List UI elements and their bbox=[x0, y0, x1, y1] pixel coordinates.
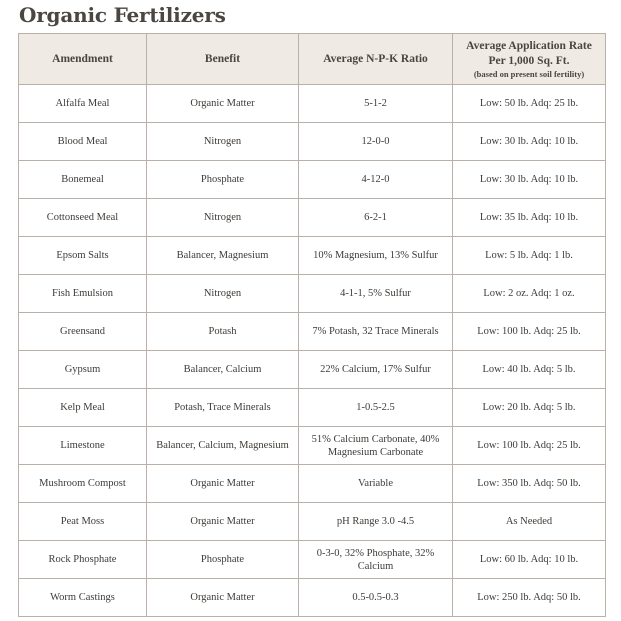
cell-ratio: 22% Calcium, 17% Sulfur bbox=[299, 351, 453, 389]
cell-ratio: 4-1-1, 5% Sulfur bbox=[299, 275, 453, 313]
cell-rate: Low: 250 lb. Adq: 50 lb. bbox=[453, 579, 606, 617]
cell-benefit: Balancer, Calcium, Magnesium bbox=[147, 427, 299, 465]
table-row bbox=[19, 503, 606, 541]
cell-amendment: Worm Castings bbox=[19, 579, 147, 617]
cell-rate: Low: 100 lb. Adq: 25 lb. bbox=[453, 427, 606, 465]
fertilizer-table bbox=[18, 33, 606, 617]
table-row bbox=[19, 199, 606, 237]
cell-benefit: Phosphate bbox=[147, 541, 299, 579]
page-title: Organic Fertilizers bbox=[19, 3, 226, 27]
table-row bbox=[19, 123, 606, 161]
table-row bbox=[19, 427, 606, 465]
table-row bbox=[19, 237, 606, 275]
cell-amendment: Blood Meal bbox=[19, 123, 147, 161]
table-row bbox=[19, 313, 606, 351]
cell-benefit: Organic Matter bbox=[147, 579, 299, 617]
cell-amendment: Bonemeal bbox=[19, 161, 147, 199]
cell-ratio: 1-0.5-2.5 bbox=[299, 389, 453, 427]
table-row bbox=[19, 579, 606, 617]
table-row bbox=[19, 85, 606, 123]
cell-rate: Low: 50 lb. Adq: 25 lb. bbox=[453, 85, 606, 123]
cell-amendment: Kelp Meal bbox=[19, 389, 147, 427]
cell-rate: Low: 40 lb. Adq: 5 lb. bbox=[453, 351, 606, 389]
cell-ratio: 0-3-0, 32% Phosphate, 32% Calcium bbox=[299, 541, 453, 579]
cell-rate: Low: 2 oz. Adq: 1 oz. bbox=[453, 275, 606, 313]
cell-ratio: 6-2-1 bbox=[299, 199, 453, 237]
cell-benefit: Organic Matter bbox=[147, 465, 299, 503]
cell-amendment: Rock Phosphate bbox=[19, 541, 147, 579]
cell-benefit: Potash bbox=[147, 313, 299, 351]
cell-rate: Low: 20 lb. Adq: 5 lb. bbox=[453, 389, 606, 427]
cell-ratio: 4-12-0 bbox=[299, 161, 453, 199]
table-row bbox=[19, 275, 606, 313]
table-row bbox=[19, 541, 606, 579]
cell-rate: Low: 30 lb. Adq: 10 lb. bbox=[453, 123, 606, 161]
table-row bbox=[19, 465, 606, 503]
cell-rate: Low: 350 lb. Adq: 50 lb. bbox=[453, 465, 606, 503]
cell-benefit: Potash, Trace Minerals bbox=[147, 389, 299, 427]
cell-ratio: 10% Magnesium, 13% Sulfur bbox=[299, 237, 453, 275]
cell-benefit: Balancer, Magnesium bbox=[147, 237, 299, 275]
table-row bbox=[19, 351, 606, 389]
cell-rate: Low: 60 lb. Adq: 10 lb. bbox=[453, 541, 606, 579]
cell-benefit: Nitrogen bbox=[147, 275, 299, 313]
cell-amendment: Gypsum bbox=[19, 351, 147, 389]
table-row bbox=[19, 161, 606, 199]
cell-amendment: Peat Moss bbox=[19, 503, 147, 541]
header-amendment: Amendment bbox=[19, 34, 147, 85]
cell-amendment: Limestone bbox=[19, 427, 147, 465]
cell-ratio: 12-0-0 bbox=[299, 123, 453, 161]
cell-amendment: Alfalfa Meal bbox=[19, 85, 147, 123]
cell-ratio: pH Range 3.0 -4.5 bbox=[299, 503, 453, 541]
cell-amendment: Mushroom Compost bbox=[19, 465, 147, 503]
cell-benefit: Nitrogen bbox=[147, 123, 299, 161]
table-row bbox=[19, 389, 606, 427]
cell-rate: Low: 5 lb. Adq: 1 lb. bbox=[453, 237, 606, 275]
cell-benefit: Balancer, Calcium bbox=[147, 351, 299, 389]
cell-amendment: Cottonseed Meal bbox=[19, 199, 147, 237]
cell-benefit: Organic Matter bbox=[147, 85, 299, 123]
cell-amendment: Epsom Salts bbox=[19, 237, 147, 275]
header-rate-line1: Average Application Rate bbox=[466, 39, 592, 52]
cell-rate: As Needed bbox=[453, 503, 606, 541]
cell-ratio: 51% Calcium Carbonate, 40% Magnesium Carbonate bbox=[299, 427, 453, 465]
cell-benefit: Phosphate bbox=[147, 161, 299, 199]
header-rate-note: (based on present soil fertility) bbox=[473, 68, 585, 79]
cell-ratio: 7% Potash, 32 Trace Minerals bbox=[299, 313, 453, 351]
cell-benefit: Organic Matter bbox=[147, 503, 299, 541]
table-header-row bbox=[19, 34, 606, 85]
header-ratio: Average N-P-K Ratio bbox=[299, 34, 453, 85]
header-rate-line2: Per 1,000 Sq. Ft. bbox=[488, 54, 570, 67]
header-benefit: Benefit bbox=[147, 34, 299, 85]
cell-rate: Low: 30 lb. Adq: 10 lb. bbox=[453, 161, 606, 199]
cell-amendment: Greensand bbox=[19, 313, 147, 351]
cell-rate: Low: 35 lb. Adq: 10 lb. bbox=[453, 199, 606, 237]
cell-ratio: 5-1-2 bbox=[299, 85, 453, 123]
cell-ratio: 0.5-0.5-0.3 bbox=[299, 579, 453, 617]
header-rate bbox=[453, 34, 606, 85]
cell-rate: Low: 100 lb. Adq: 25 lb. bbox=[453, 313, 606, 351]
cell-amendment: Fish Emulsion bbox=[19, 275, 147, 313]
cell-ratio: Variable bbox=[299, 465, 453, 503]
cell-benefit: Nitrogen bbox=[147, 199, 299, 237]
